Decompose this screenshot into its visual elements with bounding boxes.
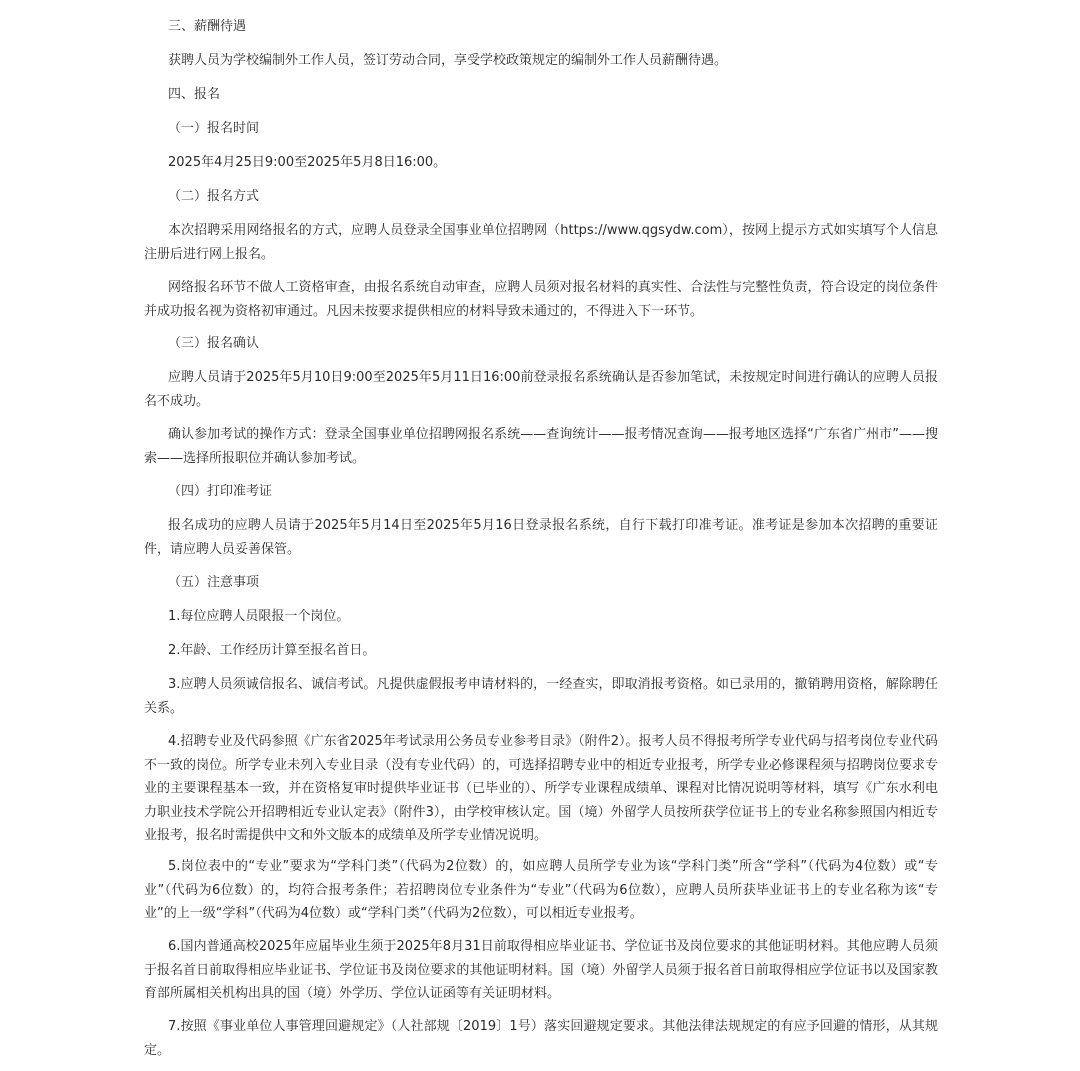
subheading-registration-method: （二）报名方式 [168, 189, 260, 204]
subheading-notes: （五）注意事项 [168, 575, 260, 590]
paragraph-confirm-time: 应聘人员请于2025年5月10日9:00至2025年5月11日16:00前登录报名系统确认是否参加笔试，未按规定时间进行确认的应聘人员报名不成功。 [144, 370, 938, 409]
paragraph-print-ticket: 报名成功的应聘人员请于2025年5月14日至2025年5月16日登录报名系统，自行下载打印准考证。准考证是参加本次招聘的重要证件，请应聘人员妥善保管。 [144, 518, 938, 557]
note-item-2: 2.年龄、工作经历计算至报名首日。 [168, 643, 376, 658]
note-item-3: 3.应聘人员须诚信报名、诚信考试。凡提供虚假报考申请材料的，一经查实，即取消报考资格。如已录用的，撤销聘用资格，解除聘任关系。 [144, 677, 938, 716]
paragraph-registration-method: 本次招聘采用网络报名的方式，应聘人员登录全国事业单位招聘网（https://www.qgsydw.com），按网上提示方式如实填写个人信息注册后进行网上报名。 [144, 223, 938, 262]
paragraph-confirm-steps: 确认参加考试的操作方式：登录全国事业单位招聘网报名系统——查询统计——报考情况查询——报考地区选择“广东省广州市”——搜索——选择所报职位并确认参加考试。 [144, 427, 938, 466]
subheading-print-ticket: （四）打印准考证 [168, 484, 273, 499]
note-item-5: 5.岗位表中的“专业”要求为“学科门类”（代码为2位数）的，如应聘人员所学专业为该“学科门类”所含“学科”（代码为4位数）或“专业”（代码为6位数）的，均符合报考条件；若招聘岗位专业条件为“专业”（代码为6位数），应聘人员所获毕业证书上的专业名称为该“专业”的上一级“学科”（代码为4位数）或“学科门类”（代码为2位数），可以相近专业报考。 [144, 859, 938, 921]
paragraph-online-review: 网络报名环节不做人工资格审查，由报名系统自动审查，应聘人员须对报名材料的真实性、合法性与完整性负责，符合设定的岗位条件并成功报名视为资格初审通过。凡因未按要求提供相应的材料导致未通过的，不得进入下一环节。 [144, 280, 938, 319]
subheading-registration-time: （一）报名时间 [168, 121, 260, 136]
note-item-6: 6.国内普通高校2025年应届毕业生须于2025年8月31日前取得相应毕业证书、学位证书及岗位要求的其他证明材料。其他应聘人员须于报名首日前取得相应毕业证书、学位证书及岗位要求的其他证明材料。国（境）外留学人员须于报名首日前取得相应学位证书以及国家教育部所属相关机构出具的国（境）外学历、学位认证函等有关证明材料。 [144, 939, 938, 1001]
paragraph-salary: 获聘人员为学校编制外工作人员，签订劳动合同，享受学校政策规定的编制外工作人员薪酬待遇。 [168, 53, 728, 68]
paragraph-registration-time: 2025年4月25日9:00至2025年5月8日16:00。 [168, 155, 447, 170]
section-heading-salary: 三、薪酬待遇 [168, 19, 247, 34]
note-item-1: 1.每位应聘人员限报一个岗位。 [168, 609, 350, 624]
note-item-4: 4.招聘专业及代码参照《广东省2025年考试录用公务员专业参考目录》（附件2）。报考人员不得报考所学专业代码与招考岗位专业代码不一致的岗位。所学专业未列入专业目录（没有专业代码）的，可选择招聘专业中的相近专业报考，所学专业必修课程须与招聘岗位要求专业的主要课程基本一致，并在资格复审时提供毕业证书（已毕业的）、所学专业课程成绩单、课程对比情况说明等材料，填写《广东水利电力职业技术学院公开招聘相近专业认定表》（附件3），由学校审核认定。国（境）外留学人员按所获学位证书上的专业名称参照国内相近专业报考，报名时需提供中文和外文版本的成绩单及所学专业情况说明。 [144, 734, 938, 843]
note-item-7: 7.按照《事业单位人事管理回避规定》（人社部规〔2019〕1号）落实回避规定要求。其他法律法规规定的有应予回避的情形，从其规定。 [144, 1019, 938, 1058]
subheading-registration-confirm: （三）报名确认 [168, 336, 260, 351]
section-heading-registration: 四、报名 [168, 87, 221, 102]
